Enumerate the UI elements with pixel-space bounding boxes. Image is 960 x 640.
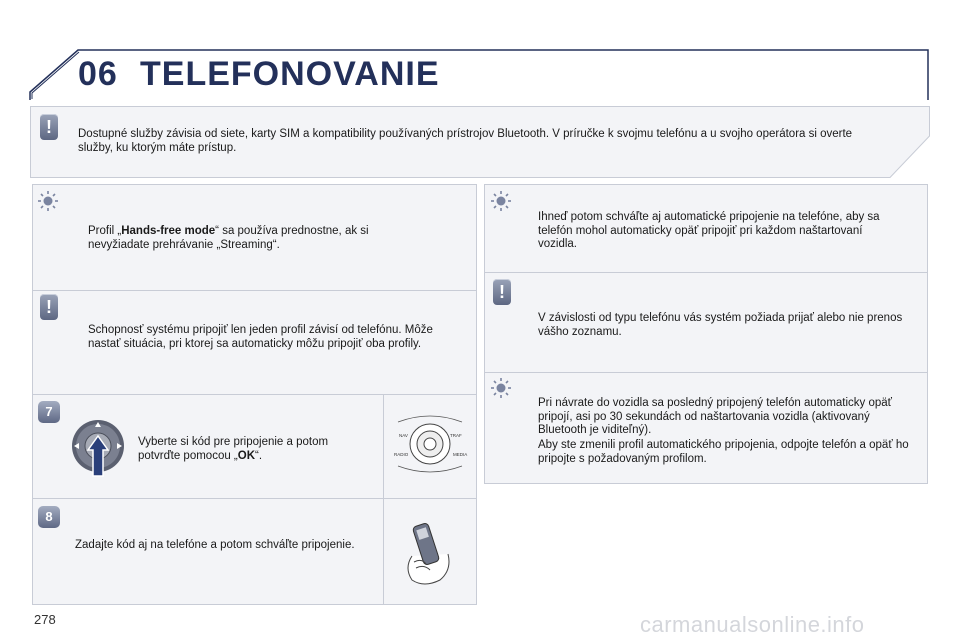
lightbulb-tip-icon	[490, 190, 512, 212]
step-7-text: Vyberte si kód pre pripojenie a potom potvrďte pomocou „OK“.	[138, 436, 329, 462]
warning-icon: !	[40, 294, 58, 320]
console-label-nav: NAV	[399, 433, 408, 438]
divider	[485, 272, 927, 273]
joystick-icon	[68, 416, 128, 478]
step-8-badge: 8	[38, 506, 60, 528]
divider	[33, 290, 476, 291]
tip-change-profile-text: Aby ste zmenili profil automatického pripojenia, odpojte telefón a opäť ho pripojte s požadovaným profilom.	[538, 439, 909, 465]
divider	[383, 499, 384, 604]
phone-in-hand-icon	[400, 518, 460, 588]
step-8-text: Zadajte kód aj na telefóne a potom schváľte pripojenie.	[75, 539, 355, 551]
step-7-badge: 7	[38, 401, 60, 423]
tip-reconnect-text: Pri návrate do vozidla sa posledný pripojený telefón automaticky opäť pripojí, asi po 30 sekundách od naštartovania vozidla (aktivovaný Bluetooth je viditeľný).	[538, 397, 892, 436]
warning-contacts-text: V závislosti od typu telefónu vás systém požiada prijať alebo nie prenos vášho zoznamu.	[538, 312, 903, 338]
console-label-traf: TRAF	[450, 433, 462, 438]
warning-icon: !	[493, 279, 511, 305]
chapter-number: 06	[78, 55, 118, 93]
page-number: 278	[34, 612, 56, 627]
tip-hands-free-text: Profil „Hands-free mode“ sa používa prednostne, ak si nevyžiadate prehrávanie „Streaming“.	[88, 225, 369, 251]
console-controller-icon	[390, 412, 470, 476]
intro-note-text: Dostupné služby závisia od siete, karty SIM a kompatibility používaných prístrojov Bluetooth. V príručke k svojmu telefónu a u svojho operátora si overte služby, ku ktorým máte prístup.	[78, 128, 853, 154]
lightbulb-tip-icon	[490, 377, 512, 399]
warning-profile-text: Schopnosť systému pripojiť len jeden profil závisí od telefónu. Môže nastať situácia, pri ktorej sa automaticky môžu pripojiť oba profily.	[88, 324, 433, 350]
lightbulb-tip-icon	[37, 190, 59, 212]
divider	[33, 394, 476, 395]
chapter-title: TELEFONOVANIE	[140, 55, 440, 93]
warning-icon: !	[40, 114, 58, 140]
divider	[383, 395, 384, 498]
divider	[485, 372, 927, 373]
watermark: carmanualsonline.info	[640, 612, 865, 637]
divider	[33, 498, 476, 499]
console-label-media: MEDIA	[453, 452, 468, 457]
tip-auto-connect-text: Ihneď potom schváľte aj automatické pripojenie na telefóne, aby sa telefón mohol automaticky opäť pripojiť pri každom naštartovaní vozidla.	[538, 211, 880, 250]
console-label-radio: RADIO	[394, 452, 409, 457]
